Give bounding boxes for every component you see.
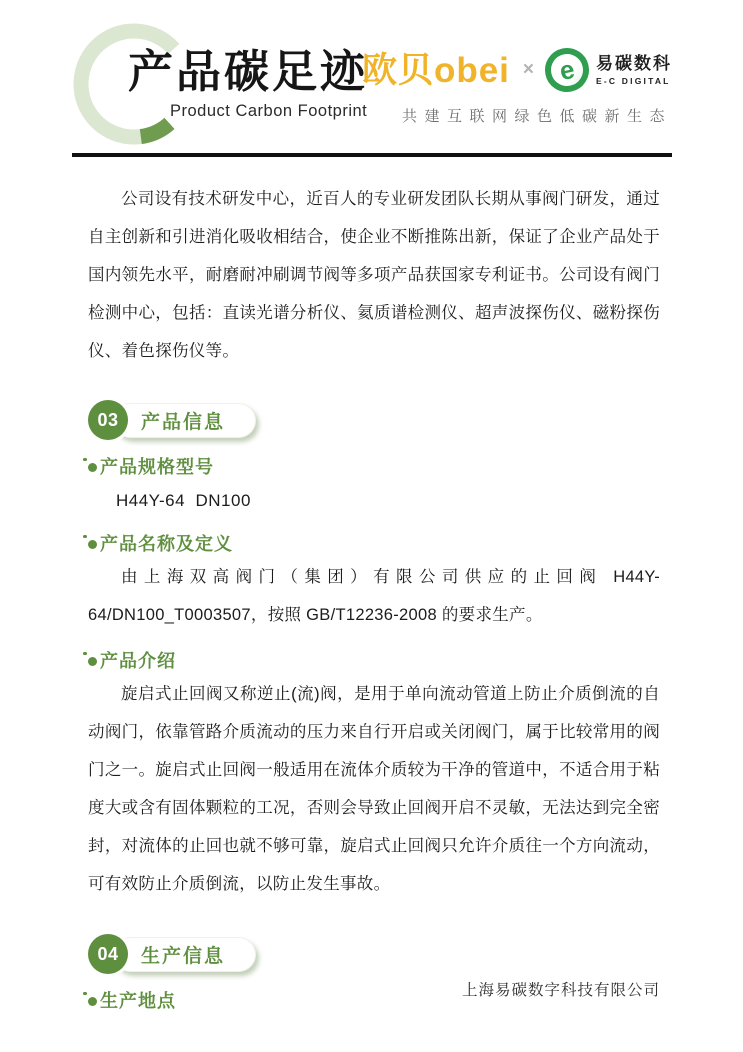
subsection-heading-label: 产品规格型号 (100, 457, 214, 477)
intro-paragraph: 公司设有技术研发中心，近百人的专业研发团队长期从事阀门研发，通过自主创新和引进消化吸收相结合，使企业不断推陈出新，保证了企业产品处于国内领先水平，耐磨耐冲刷调节阀等多项产品获国家专利证书。公司设有阀门检测中心，包括：直读光谱分析仪、氦质谱检测仪、超声波探伤仪、磁粉探伤仪、着色探伤仪等。 (88, 190, 660, 360)
bullet-dot-icon (88, 463, 97, 472)
ec-digital-leaf-icon: e (541, 44, 593, 96)
header-divider (72, 153, 672, 157)
document-body (88, 172, 660, 1013)
partner-brands (362, 48, 672, 126)
spec-model-value: H44Y-64 DN100 (116, 491, 251, 510)
subsection-heading-label: 产品介绍 (100, 651, 176, 671)
partner-logos-row (362, 48, 672, 92)
brand-separator: × (522, 59, 534, 80)
ec-digital-subname: E-C DIGITAL (596, 76, 671, 87)
bullet-dot-icon (88, 540, 97, 549)
subsection-heading-label: 产品名称及定义 (100, 534, 233, 554)
section-title-pill: 生产信息 (113, 937, 256, 972)
product-intro-paragraph: 旋启式止回阀又称逆止(流)阀，是用于单向流动管道上防止介质倒流的自动阀门，依靠管路介质流动的压力来自行开启或关闭阀门，属于比较常用的阀门之一。旋启式止回阀一般适用在流体介质较为干净的管道中，不适合用于粘度大或含有固体颗粒的工况，否则会导致止回阀开启不灵敏，无法达到完全密封，对流体的止回也就不够可靠，旋启式止回阀只允许介质往一个方向流动，可有效防止介质倒流，以防止发生事故。 (88, 685, 660, 893)
header-tagline: 共建互联网绿色低碳新生态 (401, 108, 672, 125)
section-number-badge: 04 (88, 934, 128, 974)
subsection-heading-label: 生产地点 (100, 991, 176, 1011)
name-definition-paragraph: 由上海双高阀门（集团）有限公司供应的止回阀 H44Y-64/DN100_T0003507，按照 GB/T12236-2008 的要求生产。 (88, 568, 660, 624)
subsection-heading-name-definition (88, 532, 660, 556)
header-title-block (128, 46, 368, 121)
section-badge-production-info (88, 934, 660, 974)
section-badge-product-info (88, 400, 660, 440)
page-subtitle: Product Carbon Footprint (170, 101, 368, 120)
section-number-badge: 03 (88, 400, 128, 440)
obei-logo: 欧贝obei (361, 50, 510, 90)
subsection-heading-spec-model (88, 455, 660, 479)
footer-company-name: 上海易碳数字科技有限公司 (461, 982, 660, 999)
page-title: 产品碳足迹 (128, 46, 369, 97)
bullet-dot-icon (88, 997, 97, 1006)
ec-digital-name: 易碳数科 (596, 53, 672, 73)
ec-digital-logo-text (596, 54, 672, 86)
subsection-heading-product-intro (88, 649, 660, 673)
section-title-pill: 产品信息 (113, 403, 256, 438)
bullet-dot-icon (88, 657, 97, 666)
